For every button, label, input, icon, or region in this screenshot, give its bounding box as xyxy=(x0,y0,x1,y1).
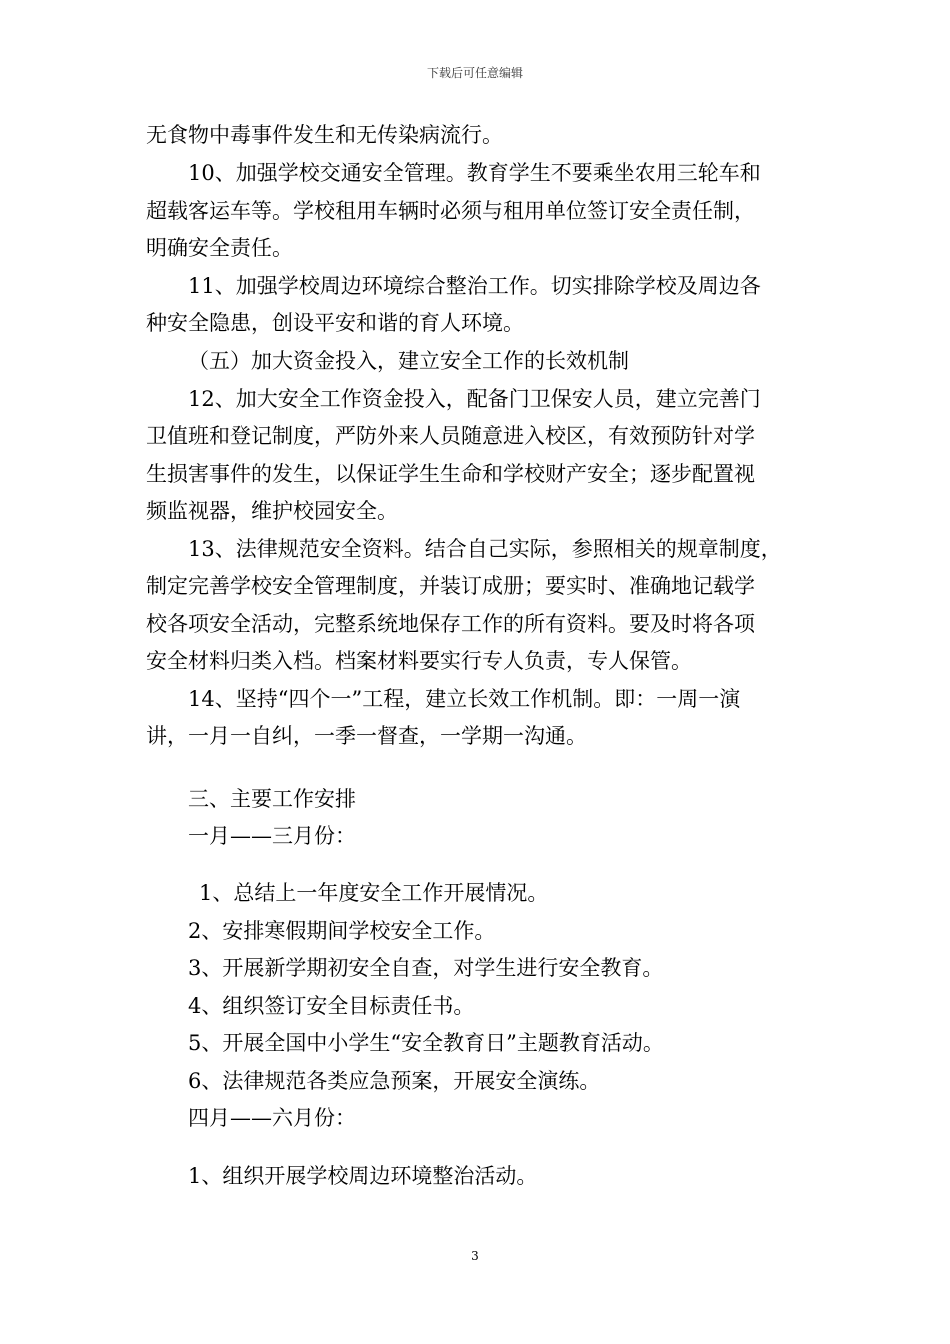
section-heading: 三、主要工作安排 xyxy=(188,787,356,811)
list-item: 2、安排寒假期间学校安全工作。 xyxy=(188,919,496,943)
subsection-heading: 一月——三月份： xyxy=(188,824,356,848)
text-line: 卫值班和登记制度，严防外来人员随意进入校区，有效预防针对学 xyxy=(146,424,755,448)
list-item: 6、法律规范各类应急预案，开展安全演练。 xyxy=(188,1069,601,1093)
list-item: 4、组织签订安全目标责任书。 xyxy=(188,994,475,1018)
list-item: 1、组织开展学校周边环境整治活动。 xyxy=(188,1164,538,1188)
text-line: 频监视器，维护校园安全。 xyxy=(146,499,398,523)
list-item: 5、开展全国中小学生“安全教育日”主题教育活动。 xyxy=(188,1031,664,1055)
text-line: 安全材料归类入档。档案材料要实行专人负责，专人保管。 xyxy=(146,649,692,673)
page-header: 下载后可任意编辑 xyxy=(426,66,523,80)
subsection-heading: 四月——六月份： xyxy=(188,1106,356,1130)
page-number: 3 xyxy=(471,1249,479,1263)
section-heading: （五）加大资金投入，建立安全工作的长效机制 xyxy=(188,349,629,373)
text-line: 制定完善学校安全管理制度，并装订成册；要实时、准确地记载学 xyxy=(146,574,755,598)
text-line: 14、坚持“四个一”工程，建立长效工作机制。即：一周一演 xyxy=(188,687,741,711)
text-line: 11、加强学校周边环境综合整治工作。切实排除学校及周边各 xyxy=(188,274,761,298)
text-line: 讲，一月一自纠，一季一督查，一学期一沟通。 xyxy=(146,724,587,748)
text-line: 13、法律规范安全资料。结合自己实际，参照相关的规章制度， xyxy=(188,537,782,561)
text-line: 明确安全责任。 xyxy=(146,236,293,260)
list-item: 1、总结上一年度安全工作开展情况。 xyxy=(199,881,549,905)
text-line: 种安全隐患，创设平安和谐的育人环境。 xyxy=(146,311,524,335)
text-line: 无食物中毒事件发生和无传染病流行。 xyxy=(146,123,503,147)
text-line: 12、加大安全工作资金投入，配备门卫保安人员，建立完善门 xyxy=(188,387,761,411)
text-line: 超载客运车等。学校租用车辆时必须与租用单位签订安全责任制， xyxy=(146,199,755,223)
text-line: 10、加强学校交通安全管理。教育学生不要乘坐农用三轮车和 xyxy=(188,161,761,185)
text-line: 校各项安全活动，完整系统地保存工作的所有资料。要及时将各项 xyxy=(146,612,755,636)
text-line: 生损害事件的发生，以保证学生生命和学校财产安全；逐步配置视 xyxy=(146,462,755,486)
list-item: 3、开展新学期初安全自查，对学生进行安全教育。 xyxy=(188,956,664,980)
